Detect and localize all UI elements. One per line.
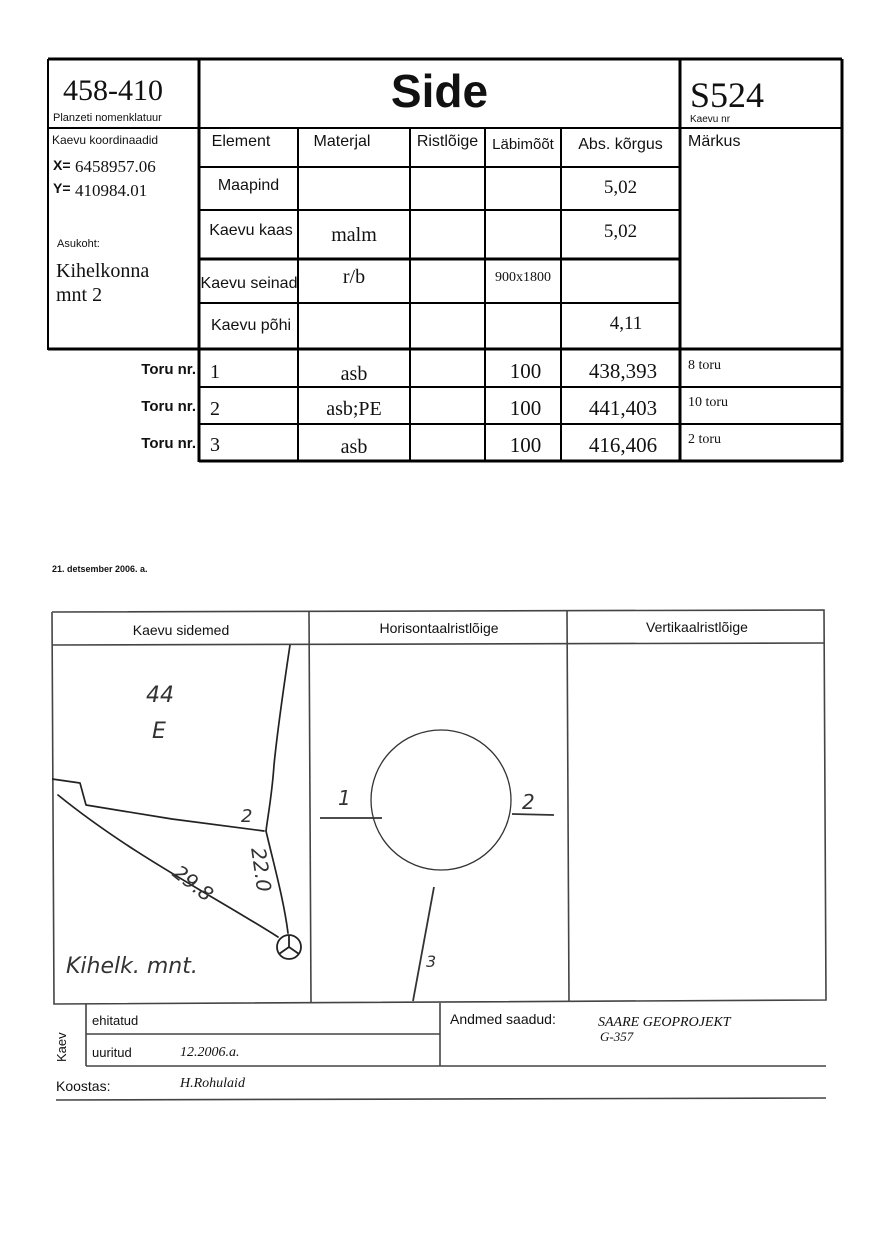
connections-sketch xyxy=(52,645,310,1003)
coord-y-value: 410984.01 xyxy=(75,181,148,200)
building-letter: E xyxy=(152,719,166,744)
pipe-no: 3 xyxy=(210,434,220,456)
horizontal-section xyxy=(310,645,568,1003)
pipe-no: 1 xyxy=(210,361,220,383)
row-elevation: 4,11 xyxy=(609,313,643,334)
row-material: malm xyxy=(331,224,377,246)
nomenclature-label: Planzeti nomenklatuur xyxy=(53,112,162,124)
col-title-vertical: Vertikaalristlõige xyxy=(646,619,748,635)
col-header-material: Materjal xyxy=(313,133,371,150)
well-symbol-icon xyxy=(277,935,301,959)
location-line2: mnt 2 xyxy=(56,284,103,306)
building-number: 44 xyxy=(146,683,174,708)
row-element: Kaevu kaas xyxy=(209,222,293,239)
col-header-note: Märkus xyxy=(688,133,741,150)
pipe-elevation: 416,406 xyxy=(588,433,658,457)
pipe-note: 2 toru xyxy=(688,432,722,447)
pipe-material: asb xyxy=(340,436,368,458)
coords-label: Kaevu koordinaadid xyxy=(52,133,159,147)
coord-y-label: Y= xyxy=(53,180,71,196)
coord-x-label: X= xyxy=(53,157,71,173)
well-no-label: Kaevu nr xyxy=(690,114,731,125)
row-element: Kaevu põhi xyxy=(210,317,292,334)
document-date: 21. detsember 2006. a. xyxy=(52,564,148,574)
author-label: Koostas: xyxy=(56,1078,111,1094)
pipe-elevation: 441,403 xyxy=(588,396,658,420)
pipe-diameter: 100 xyxy=(509,359,542,383)
row-element: Kaevu seinad xyxy=(200,275,298,292)
col-header-diameter: Läbimõõt xyxy=(492,136,554,153)
street-label: Kihelk. mnt. xyxy=(66,954,198,979)
pipe-material: asb;PE xyxy=(326,398,382,420)
row-material: r/b xyxy=(342,266,366,288)
pipe-no: 2 xyxy=(210,398,220,420)
pipe-elevation: 438,393 xyxy=(588,359,658,383)
row-element: Maapind xyxy=(217,177,280,194)
row-elevation: 5,02 xyxy=(603,221,638,242)
corner-label: 2 xyxy=(241,806,253,827)
surveyed-label: uuritud xyxy=(92,1045,132,1060)
row-elevation: 5,02 xyxy=(603,177,638,198)
pipe-material: asb xyxy=(340,363,368,385)
pipe-diameter: 100 xyxy=(509,396,542,420)
kaev-label: Kaev xyxy=(54,1032,69,1062)
pipe-note: 10 toru xyxy=(688,395,729,410)
coord-x-value: 6458957.06 xyxy=(75,157,156,176)
col-title-horizontal: Horisontaalristlõige xyxy=(379,620,499,636)
nomenclature-value: 458-410 xyxy=(63,74,163,107)
data-source-code: G-357 xyxy=(600,1029,634,1044)
well-circle-icon xyxy=(371,730,511,870)
pipe-note: 8 toru xyxy=(688,358,722,373)
location-label: Asukoht: xyxy=(57,238,100,250)
built-label: ehitatud xyxy=(92,1013,139,1028)
well-no-value: S524 xyxy=(690,75,765,115)
col-header-elevation: Abs. kõrgus xyxy=(578,136,663,153)
page-title: Side xyxy=(390,65,489,117)
row-diameter: 900x1800 xyxy=(495,270,551,285)
col-header-section: Ristlõige xyxy=(416,133,479,150)
distance-label-a: 29.8 xyxy=(168,860,219,907)
pipe-label: Toru nr. xyxy=(141,361,196,378)
col-header-element: Element xyxy=(211,133,271,150)
location-line1: Kihelkonna xyxy=(56,260,150,282)
data-source-label: Andmed saadud: xyxy=(450,1011,556,1027)
author-value: H.Rohulaid xyxy=(180,1076,245,1091)
data-source-value: SAARE GEOPROJEKT xyxy=(598,1015,731,1030)
section-pipe-3: 3 xyxy=(426,952,437,971)
col-title-connections: Kaevu sidemed xyxy=(132,622,230,638)
pipe-diameter: 100 xyxy=(509,433,542,457)
pipe-label: Toru nr. xyxy=(141,398,196,415)
section-pipe-2: 2 xyxy=(522,790,535,814)
section-pipe-1: 1 xyxy=(338,786,351,810)
distance-label-b: 22.0 xyxy=(246,846,277,894)
pipe-label: Toru nr. xyxy=(141,435,196,452)
surveyed-value: 12.2006.a. xyxy=(180,1045,240,1060)
